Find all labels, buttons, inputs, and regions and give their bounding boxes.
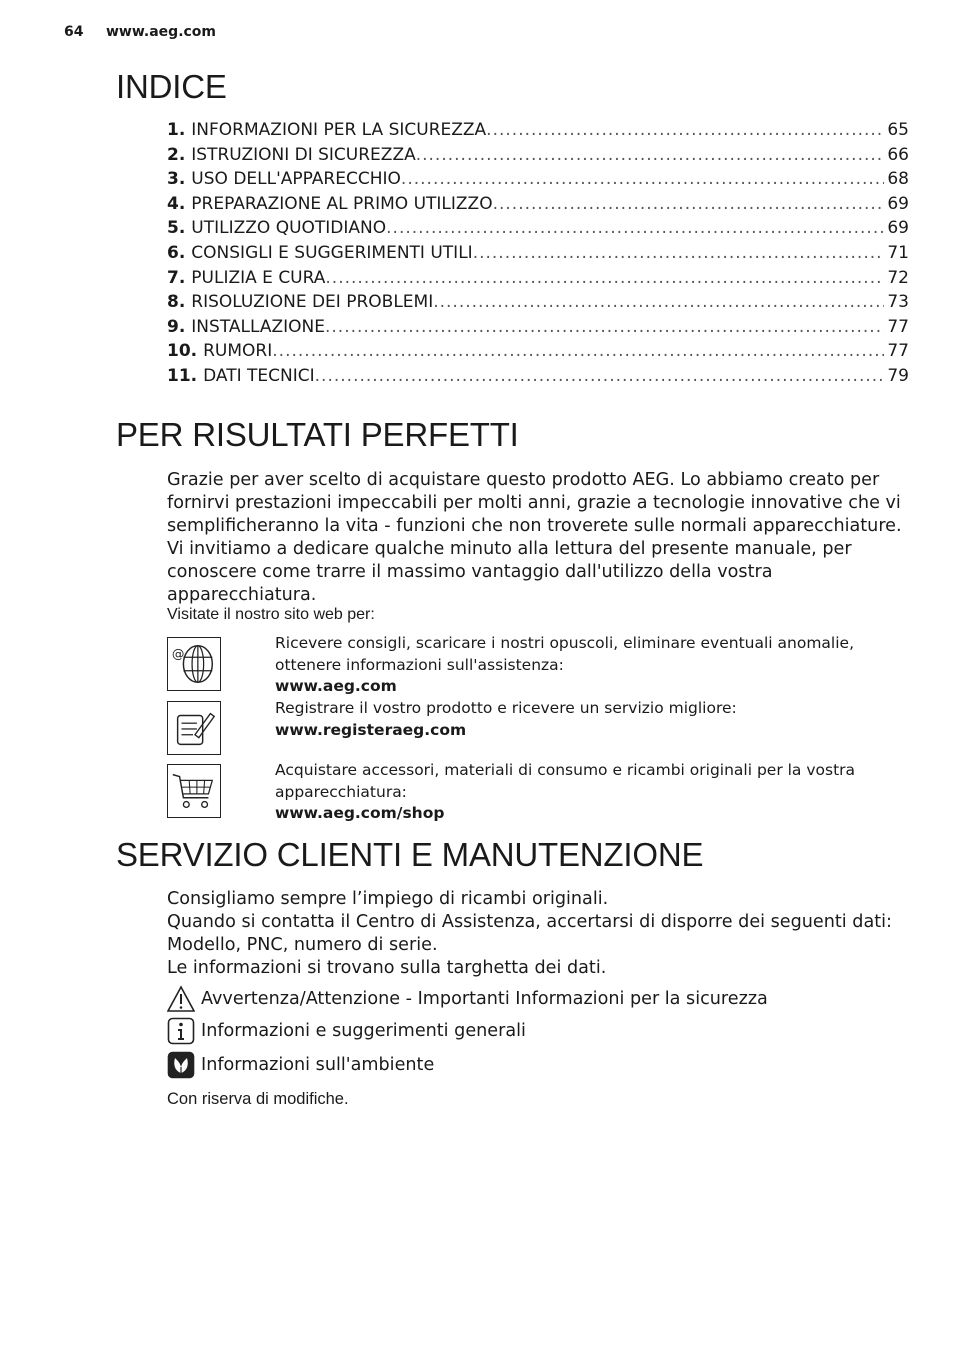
toc-page: 69 (887, 218, 909, 239)
toc-item[interactable] (167, 317, 909, 342)
site-url[interactable]: www.aeg.com (106, 24, 217, 40)
toc-item[interactable] (167, 145, 909, 170)
legend-text: Informazioni sull'ambiente (201, 1055, 435, 1075)
toc-item[interactable] (167, 292, 909, 317)
toc-item[interactable] (167, 194, 909, 219)
info-icon (167, 1017, 195, 1045)
toc-leader (473, 243, 885, 263)
service-line: Consigliamo sempre l’impiego di ricambi originali. (167, 889, 609, 909)
toc-page: 73 (887, 292, 909, 313)
toc-page: 68 (887, 169, 909, 190)
toc-number: 3. (167, 169, 186, 190)
toc-title: PULIZIA E CURA (191, 267, 326, 288)
toc-number: 8. (167, 292, 186, 313)
toc-number: 10. (167, 341, 198, 362)
toc-title: RISOLUZIONE DEI PROBLEMI (191, 292, 434, 313)
toc-page: 77 (887, 316, 909, 337)
environment-icon (167, 1051, 195, 1079)
toc-item[interactable] (167, 169, 909, 194)
toc-page: 77 (887, 341, 909, 362)
legend-info (167, 1017, 526, 1045)
toc-title: CONSIGLI E SUGGERIMENTI UTILI (191, 242, 473, 263)
toc-leader (325, 268, 884, 288)
register-form-icon (167, 701, 221, 755)
service-line: Quando si contatta il Centro di Assistenza, accertarsi di disporre dei seguenti dati: Modello, PNC, numero di serie. (167, 912, 892, 955)
toc-title: INFORMAZIONI PER LA SICUREZZA (191, 120, 487, 140)
legend-text: Informazioni e suggerimenti generali (201, 1021, 526, 1041)
svg-text:@: @ (171, 646, 185, 662)
web-item-text: Registrare il vostro prodotto e ricevere un servizio migliore: (275, 699, 737, 717)
service-text (167, 888, 912, 980)
table-of-contents (167, 120, 909, 391)
toc-leader (315, 366, 885, 386)
legend-environment (167, 1051, 434, 1079)
toc-item[interactable] (167, 341, 909, 366)
toc-title: UTILIZZO QUOTIDIANO (191, 218, 387, 239)
toc-leader (386, 218, 884, 238)
toc-leader (401, 169, 884, 189)
toc-page: 79 (887, 365, 909, 386)
toc-page: 66 (887, 144, 909, 165)
web-item-globe (275, 633, 905, 698)
results-title: PER RISULTATI PERFETTI (116, 416, 519, 453)
intro-paragraph: Grazie per aver scelto di acquistare questo prodotto AEG. Lo abbiamo creato per fornirvi prestazioni impeccabili per molti anni, grazie a tecnologie innovative che vi semplificheranno la vita - funzioni che non troverete sulle normali apparecchiature. Vi invitiamo a dedicare qualche minuto alla lettura del presente manuale, per conoscere come trarre il massimo vantaggio dall'utilizzo della vostra apparecchiatura. (167, 470, 902, 605)
toc-page: 71 (887, 242, 909, 263)
toc-page: 65 (887, 120, 909, 140)
toc-page: 69 (887, 193, 909, 214)
toc-leader (486, 120, 884, 140)
toc-title: RUMORI (203, 341, 273, 362)
visit-label: Visitate il nostro sito web per: (167, 606, 375, 623)
toc-leader (416, 145, 885, 165)
web-item-link[interactable]: www.aeg.com (275, 677, 397, 695)
toc-number: 4. (167, 193, 186, 214)
web-item-text: Ricevere consigli, scaricare i nostri opuscoli, eliminare eventuali anomalie, ottenere informazioni sull'assistenza: (275, 634, 854, 674)
web-item-shop (275, 760, 905, 825)
toc-leader (433, 292, 884, 312)
toc-number: 9. (167, 316, 186, 337)
toc-title: INSTALLAZIONE (191, 316, 325, 337)
warning-icon (167, 985, 195, 1013)
toc-item[interactable] (167, 268, 909, 293)
globe-icon (167, 637, 221, 691)
toc-number: 11. (167, 365, 198, 386)
toc-item[interactable] (167, 366, 909, 391)
toc-title: ISTRUZIONI DI SICUREZZA (191, 144, 416, 165)
toc-page: 72 (887, 267, 909, 288)
toc-leader (493, 194, 885, 214)
toc-number: 2. (167, 144, 186, 165)
toc-item[interactable] (167, 120, 909, 145)
footer-note: Con riserva di modifiche. (167, 1090, 349, 1108)
toc-item[interactable] (167, 243, 909, 268)
toc-title: DATI TECNICI (203, 365, 315, 386)
legend-text: Avvertenza/Attenzione - Importanti Informazioni per la sicurezza (201, 989, 768, 1009)
toc-title: USO DELL'APPARECCHIO (191, 169, 401, 190)
service-line: Le informazioni si trovano sulla targhetta dei dati. (167, 958, 607, 978)
service-title: SERVIZIO CLIENTI E MANUTENZIONE (116, 836, 704, 873)
web-item-text: Acquistare accessori, materiali di consumo e ricambi originali per la vostra apparecchiatura: (275, 761, 856, 801)
web-item-link[interactable]: www.aeg.com/shop (275, 804, 445, 822)
toc-number: 7. (167, 267, 186, 288)
toc-number: 6. (167, 242, 186, 263)
legend-warning (167, 985, 768, 1013)
toc-leader (325, 317, 884, 337)
web-item-register (275, 698, 905, 741)
toc-number: 5. (167, 218, 186, 239)
toc-leader (272, 341, 884, 361)
page-number: 64 (64, 24, 84, 40)
shopping-cart-icon (167, 764, 221, 818)
toc-item[interactable] (167, 218, 909, 243)
page-header (64, 24, 216, 40)
index-title: INDICE (116, 68, 227, 105)
web-item-link[interactable]: www.registeraeg.com (275, 720, 467, 739)
toc-title: PREPARAZIONE AL PRIMO UTILIZZO (191, 193, 493, 214)
toc-number: 1. (167, 120, 186, 140)
